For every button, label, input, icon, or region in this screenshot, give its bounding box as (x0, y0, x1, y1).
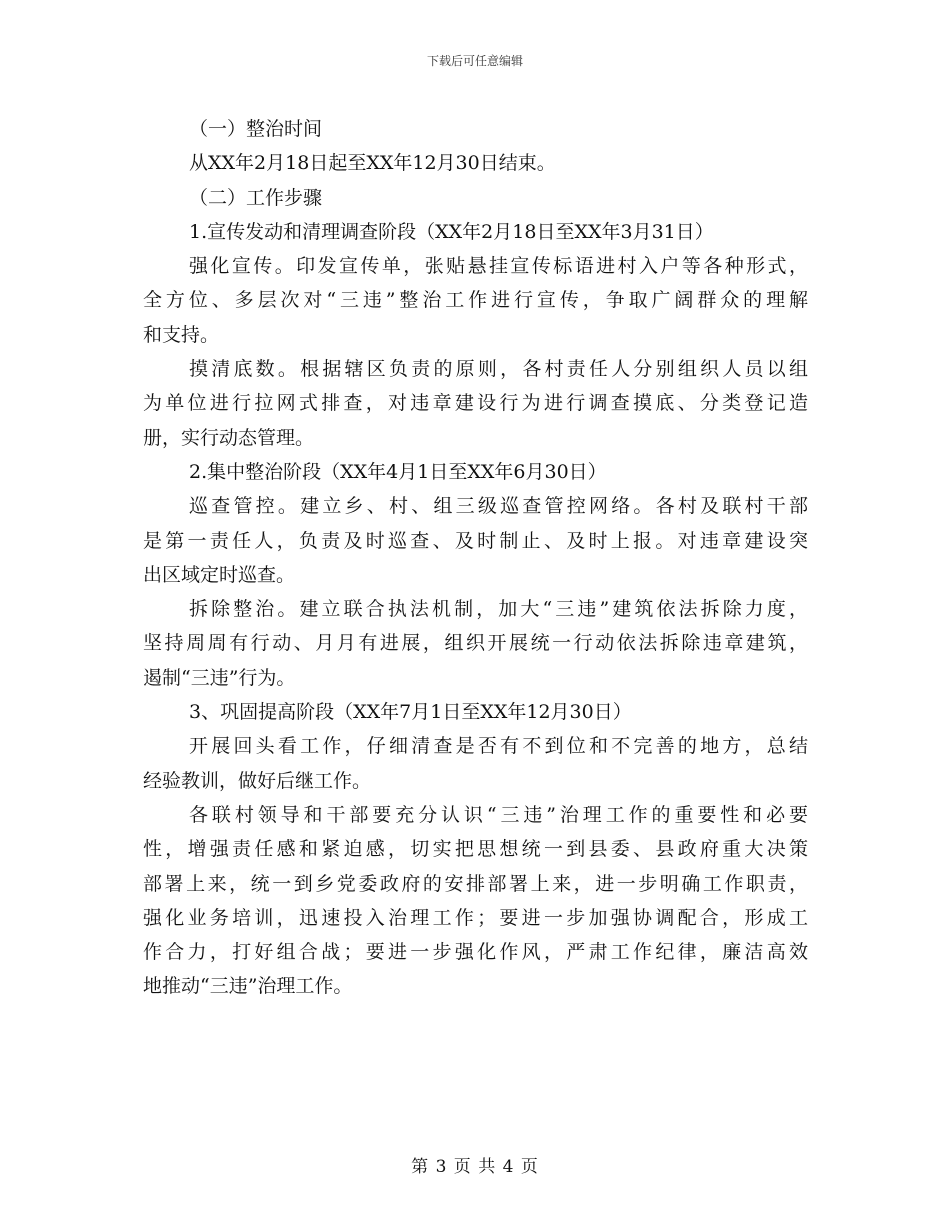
paragraph-line: 和支持。 (143, 323, 220, 346)
paragraph-line: 经验教训，做好后继工作。 (143, 769, 372, 792)
step-heading-2: 2.集中整治阶段（XX年4月1日至XX年6月30日） (189, 460, 607, 483)
paragraph-line: 开展回头看工作，仔细清查是否有不到位和不完善的地方，总结 (189, 735, 808, 758)
paragraph-line: 地推动“三违”治理工作。 (143, 975, 353, 998)
section-heading-schedule: （一）整治时间 (189, 118, 323, 140)
step-heading-3: 3、巩固提高阶段（XX年7月1日至XX年12月30日） (189, 701, 632, 724)
paragraph-line: 从XX年2月18日起至XX年12月30日结束。 (189, 152, 556, 175)
paragraph-line: 为单位进行拉网式排查，对违章建设行为进行调查摸底、分类登记造 (143, 392, 808, 415)
paragraph-line: 强化业务培训，迅速投入治理工作；要进一步加强协调配合，形成工 (143, 906, 808, 929)
step-heading-1: 1.宣传发动和清理调查阶段（XX年2月18日至XX年3月31日） (189, 220, 714, 243)
paragraph-line: 摸清底数。根据辖区负责的原则，各村责任人分别组织人员以组 (189, 358, 808, 381)
paragraph-line: 性，增强责任感和紧迫感，切实把思想统一到县委、县政府重大决策 (143, 838, 808, 861)
paragraph-line: 各联村领导和干部要充分认识“三违”治理工作的重要性和必要 (189, 803, 808, 826)
page-header: 下载后可任意编辑 (426, 54, 523, 68)
paragraph-line: 坚持周周有行动、月月有进展，组织开展统一行动依法拆除违章建筑， (143, 632, 808, 655)
paragraph-line: 全方位、多层次对“三违”整治工作进行宣传，争取广阔群众的理解 (143, 289, 808, 312)
paragraph-line: 巡查管控。建立乡、村、组三级巡查管控网络。各村及联村干部 (189, 495, 808, 518)
paragraph-line: 部署上来，统一到乡党委政府的安排部署上来，进一步明确工作职责， (143, 872, 808, 895)
document-body (143, 112, 808, 1004)
section-heading-steps: （二）工作步骤 (189, 186, 323, 209)
paragraph-line: 是第一责任人，负责及时巡查、及时制止、及时上报。对违章建设突 (143, 529, 808, 552)
paragraph-line: 出区域定时巡查。 (143, 563, 296, 586)
paragraph-line: 强化宣传。印发宣传单，张贴悬挂宣传标语进村入户等各种形式， (189, 255, 808, 278)
paragraph-line: 作合力，打好组合战；要进一步强化作风，严肃工作纪律，廉洁高效 (143, 941, 808, 964)
page-footer: 第 3 页 共 4 页 (411, 1157, 539, 1177)
paragraph-line: 遏制“三违”行为。 (143, 666, 296, 689)
paragraph-line: 拆除整治。建立联合执法机制，加大“三违”建筑依法拆除力度， (189, 598, 808, 621)
paragraph-line: 册，实行动态管理。 (143, 426, 315, 449)
